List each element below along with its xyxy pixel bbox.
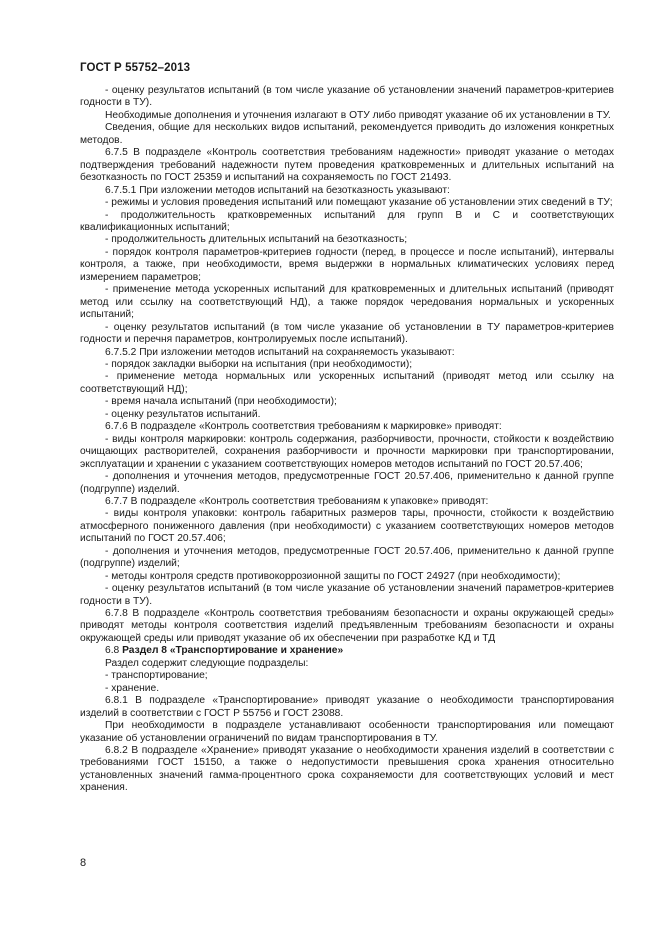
list-item: - применение метода ускоренных испытаний для кратковременных и длительных испытаний (приводят метод или ссылку на соответствующий НД), а также порядок чередования нормальных и ускоренных испытаний; [80, 284, 614, 321]
paragraph: 6.7.6 В подразделе «Контроль соответствия требованиям к маркировке» приводят: [105, 421, 502, 433]
section-number: 6.8 [105, 645, 120, 657]
list-item: - виды контроля маркировки: контроль содержания, разборчивости, прочности, стойкости к воздействию очищающих растворителей, сохранения разборчивости и прочности маркировки при транспортировании, эксплуатации и хранении с указанием соответствующих номеров методов испытаний по ГОСТ 20.57.406; [80, 433, 614, 470]
paragraph: 6.7.5.2 При изложении методов испытаний на сохраняемость указывают: [105, 346, 455, 358]
paragraph: 6.7.7 В подразделе «Контроль соответствия требованиям к упаковке» приводят: [105, 495, 489, 507]
list-item: - дополнения и уточнения методов, предусмотренные ГОСТ 20.57.406, применительно к данной группе (подгруппе) изделий. [80, 471, 614, 495]
paragraph: 6.8.1 В подразделе «Транспортирование» приводят указание о необходимости транспортирования изделий в соответствии с ГОСТ Р 55756 и ГОСТ 23088. [80, 695, 614, 719]
section-title: Раздел 8 «Транспортирование и хранение» [122, 645, 344, 657]
list-item: - дополнения и уточнения методов, предусмотренные ГОСТ 20.57.406, применительно к данной группе (подгруппе) изделий; [80, 545, 614, 570]
paragraph: - оценку результатов испытаний (в том числе указание об установлении значений параметров-критериев годности в ТУ). [80, 85, 614, 109]
section-heading [80, 645, 614, 657]
list-item: - порядок закладки выборки на испытания (при необходимости); [105, 358, 413, 370]
list-item: - оценку результатов испытаний. [105, 408, 261, 420]
paragraph: Сведения, общие для нескольких видов испытаний, рекомендуется приводить до изложения конкретных методов. [80, 122, 614, 146]
list-item: - применение метода нормальных или ускоренных испытаний (приводят метод или ссылку на соответствующий НД); [80, 371, 614, 395]
list-item: - оценку результатов испытаний (в том числе указание об установлении в ТУ параметров-критериев годности и перечня параметров, контролируемых после испытаний). [80, 321, 614, 346]
paragraph: 6.7.8 В подразделе «Контроль соответствия требованиям безопасности и охраны окружающей среды» приводят методы контроля соответствия изделий предъявленным требованиям безопасности и охраны окружающей среды или приводят указание об их обеспечении при разработке КД и ТД [80, 608, 614, 644]
list-item: - порядок контроля параметров-критериев годности (перед, в процессе и после испытаний), интервалы контроля, а также, при необходимости, время выдержки в нормальных климатических условиях перед измерением параметров; [80, 246, 614, 283]
paragraph: 6.8.2 В подразделе «Хранение» приводят указание о необходимости хранения изделий в соответствии с требованиями ГОСТ 15150, а также о недопустимости превышения срока хранения относительно установленных значений гамма-процентного срока сохраняемости для соответствующих условий и мест хранения. [80, 745, 614, 794]
list-item: - режимы и условия проведения испытаний или помещают указание об установлении этих сведений в ТУ; [105, 197, 613, 209]
paragraph: Необходимые дополнения и уточнения излагают в ОТУ либо приводят указание об их установлении в ТУ. [105, 109, 611, 121]
list-item: - продолжительность кратковременных испытаний для групп В и С и соответствующих квалификационных испытаний; [80, 209, 614, 233]
list-item: - продолжительность длительных испытаний на безотказность; [105, 234, 408, 246]
paragraph: 6.7.5.1 При изложении методов испытаний на безотказность указывают: [105, 184, 450, 196]
list-item: - транспортирование; [105, 670, 208, 682]
paragraph: Раздел содержит следующие подразделы: [105, 657, 309, 669]
document-code-header: ГОСТ Р 55752–2013 [80, 62, 191, 74]
list-item: - хранение. [105, 682, 160, 694]
list-item: - время начала испытаний (при необходимости); [105, 396, 337, 408]
paragraph: 6.7.5 В подразделе «Контроль соответствия требованиям надежности» приводят указание о методах подтверждения требований надежности путем проведения кратковременных и длительных испытаний на безотказность по ГОСТ 25359 и испытаний на сохраняемость по ГОСТ 21493. [80, 147, 614, 184]
page-number: 8 [80, 857, 87, 869]
list-item: - методы контроля средств противокоррозионной защиты по ГОСТ 24927 (при необходимости); [105, 570, 561, 582]
list-item: - виды контроля упаковки: контроль габаритных размеров тары, прочности, стойкости к воздействию атмосферного пониженного давления (при необходимости) с указанием соответствующих номеров методов испытаний по ГОСТ 20.57.406; [80, 508, 614, 545]
list-item: - оценку результатов испытаний (в том числе указание об установлении значений параметров-критериев годности в ТУ). [80, 583, 614, 607]
paragraph: При необходимости в подразделе устанавливают особенности транспортирования или помещают указание об установлении ограничений по видам транспортирования в ТУ. [80, 720, 614, 744]
document-body [80, 85, 614, 795]
